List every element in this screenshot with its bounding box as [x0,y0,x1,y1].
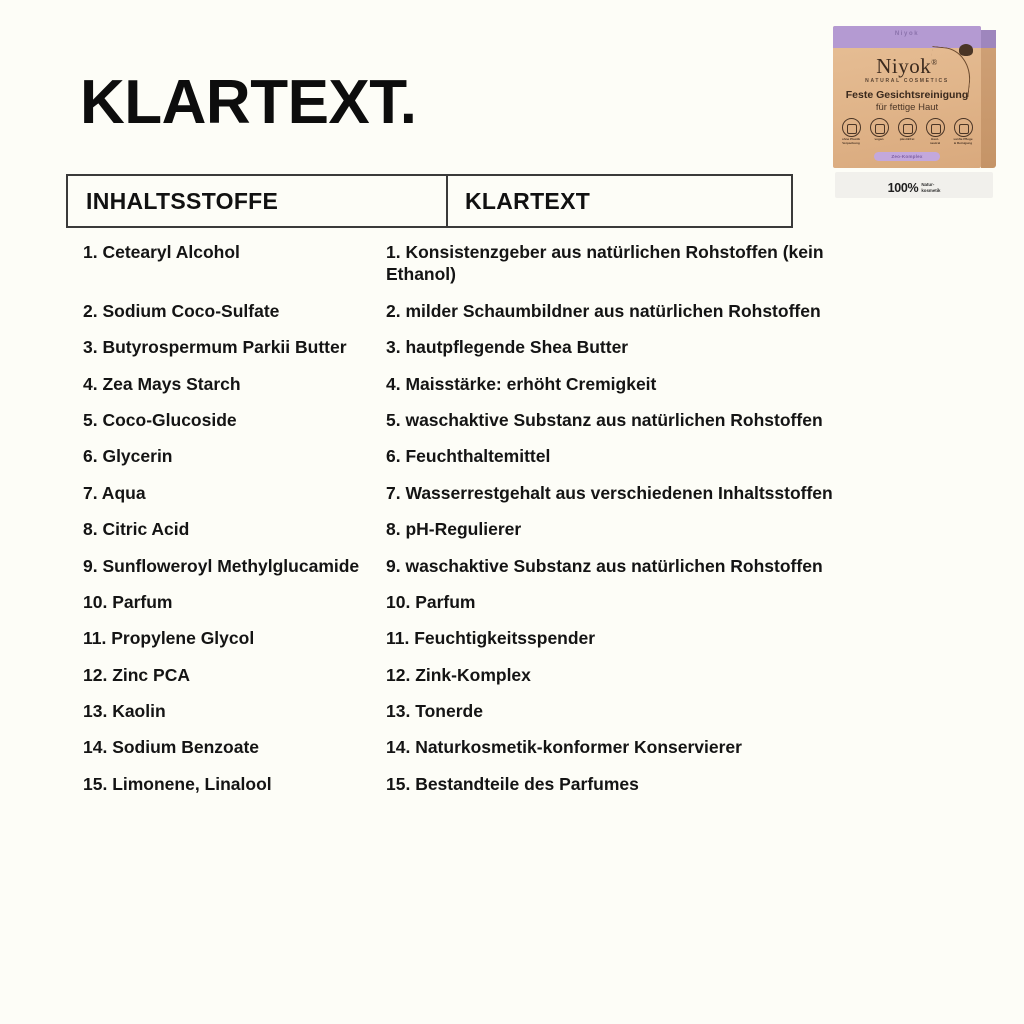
cell-explanation: 10. Parfum [386,591,476,612]
badge-ring-icon [898,118,917,137]
badge-label: sanfte Pflege & Reinigung [953,137,973,145]
column-header-klartext: KLARTEXT [465,187,591,214]
table-body [0,241,1024,809]
cell-ingredient: 8. Citric Acid [83,519,190,540]
column-header-ingredients: INHALTSSTOFFE [68,176,448,226]
table-row [0,300,1024,322]
cell-explanation: 14. Naturkosmetik-konformer Konservierer [386,737,742,758]
badge-label: vegan [874,137,884,141]
cell-ingredient: 4. Zea Mays Starch [83,373,241,394]
package-base-shelf [835,172,993,198]
cell-explanation: 1. Konsistenzgeber aus natürlichen Rohstoffen (kein Ethanol) [386,242,824,285]
cell-explanation: 2. milder Schaumbildner aus natürlichen Rohstoffen [386,300,821,321]
cell-ingredient: 6. Glycerin [83,446,173,467]
table-row [0,700,1024,722]
package-footer-claim [835,179,993,197]
table-row [0,627,1024,649]
cell-ingredient: 7. Aqua [83,482,146,503]
package-badge [895,118,919,146]
cell-explanation: 15. Bestandteile des Parfumes [386,773,639,794]
package-pill-label: Zeo-Komplex [874,152,940,161]
cell-explanation: 9. waschaktive Substanz aus natürlichen Rohstoffen [386,555,823,576]
package-top-band-text: Niyok [894,31,920,37]
package-percent-note: Natur- kosmetik [921,182,941,193]
cell-ingredient: 3. Butyrospermum Parkii Butter [83,337,347,358]
cell-ingredient: 14. Sodium Benzoate [83,737,260,758]
page-title: KLARTEXT. [80,68,417,137]
table-row [0,555,1024,577]
table-row [0,773,1024,795]
cell-ingredient: 13. Kaolin [83,701,166,722]
badge-ring-icon [842,118,861,137]
badge-ring-icon [954,118,973,137]
package-brand-subtitle: NATURAL COSMETICS [865,78,949,84]
table-row [0,736,1024,758]
package-badge [951,118,975,146]
cell-ingredient: 12. Zinc PCA [83,664,190,685]
table-row [0,518,1024,540]
cell-explanation: 11. Feuchtigkeitsspender [386,628,596,649]
cell-ingredient: 10. Parfum [83,591,173,612]
cell-explanation: 3. hautpflegende Shea Butter [386,337,629,358]
package-badge-row [839,118,975,146]
package-badge [839,118,863,146]
cell-explanation: 12. Zink-Komplex [386,664,531,685]
cell-ingredient: 1. Cetearyl Alcohol [83,242,240,262]
cell-ingredient: 5. Coco-Glucoside [83,409,237,430]
cell-explanation: 4. Maisstärke: erhöht Cremigkeit [386,373,657,394]
package-brand-name: Niyok® [876,54,938,78]
cell-ingredient: 11. Propylene Glycol [83,628,255,649]
package-badge [923,118,947,146]
cell-explanation: 13. Tonerde [386,701,483,722]
table-row [0,409,1024,431]
badge-label: plastikfrei [899,137,915,141]
table-row [0,373,1024,395]
cell-ingredient: 9. Sunfloweroyl Methylglucamide [83,555,360,576]
package-side-top-band [981,30,996,48]
table-row [0,241,1024,286]
cell-explanation: 6. Feuchthaltemittel [386,446,551,467]
package-badge [867,118,891,146]
table-row [0,664,1024,686]
cell-explanation: 8. pH-Regulierer [386,519,522,540]
cell-explanation: 7. Wasserrestgehalt aus verschiedenen Inhaltsstoffen [386,482,833,503]
package-side-face [981,30,996,168]
cell-ingredient: 15. Limonene, Linalool [83,773,272,794]
product-package-image [833,26,996,198]
table-row [0,445,1024,467]
table-row [0,482,1024,504]
badge-ring-icon [926,118,945,137]
package-percent-value: 100% [887,181,919,195]
package-top-band [833,26,981,48]
cell-ingredient: 2. Sodium Coco-Sulfate [83,300,280,321]
table-row [0,336,1024,358]
badge-label: ohne Plastik Verpackung [841,137,861,145]
package-product-title: Feste Gesichtsreinigung [845,89,969,101]
cell-explanation: 5. waschaktive Substanz aus natürlichen Rohstoffen [386,409,823,430]
package-front-face [833,26,981,168]
package-product-subtitle: für fettige Haut [875,102,939,113]
table-header [66,174,793,228]
table-row [0,591,1024,613]
badge-label: Haut- neutral [929,137,941,145]
badge-ring-icon [870,118,889,137]
